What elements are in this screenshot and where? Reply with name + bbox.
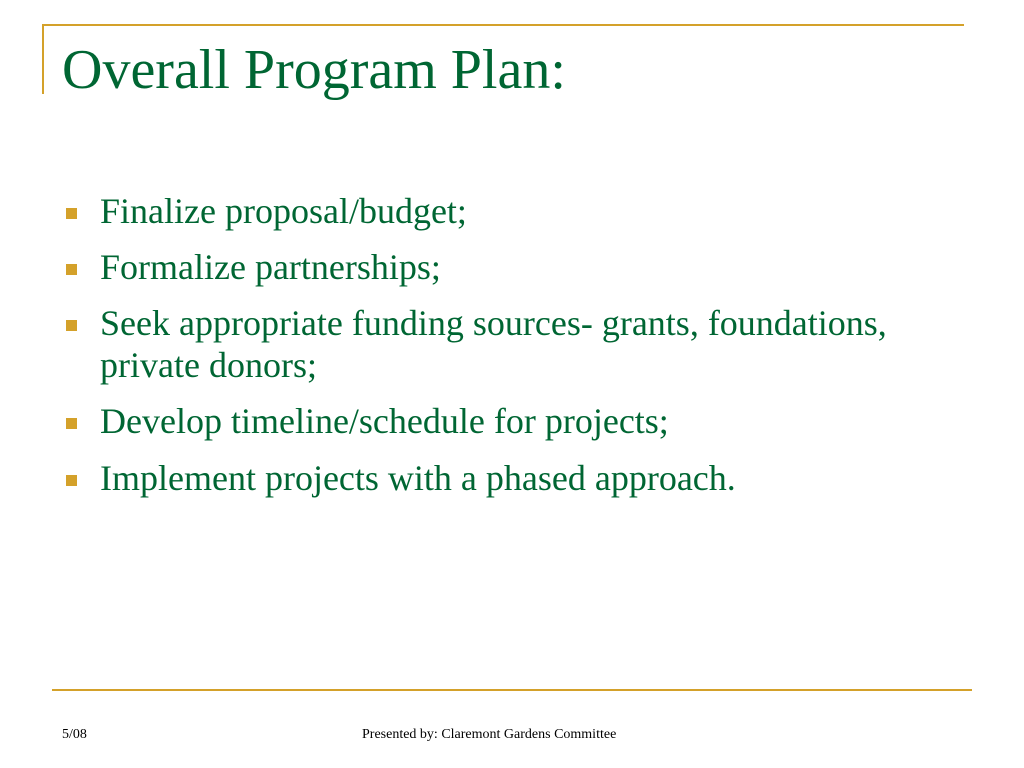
bullet-text: Formalize partnerships;	[100, 247, 441, 288]
footer-divider	[52, 689, 972, 691]
square-bullet-icon	[66, 208, 77, 219]
square-bullet-icon	[66, 264, 77, 275]
square-bullet-icon	[66, 320, 77, 331]
square-bullet-icon	[66, 475, 77, 486]
bullet-list	[64, 190, 964, 513]
bullet-item	[64, 190, 964, 232]
bullet-item	[64, 246, 964, 288]
footer-date: 5/08	[62, 727, 87, 742]
bullet-item	[64, 302, 964, 386]
bullet-text: Implement projects with a phased approach.	[100, 457, 736, 498]
slide-title: Overall Program Plan:	[62, 39, 566, 101]
bullet-item	[64, 457, 964, 499]
left-accent-line	[42, 24, 44, 94]
bullet-text: Develop timeline/schedule for projects;	[100, 401, 669, 442]
bullet-text: Seek appropriate funding sources- grants, foundations, private donors;	[100, 303, 887, 386]
square-bullet-icon	[66, 418, 77, 429]
bullet-item	[64, 400, 964, 442]
footer-presenter: Presented by: Claremont Gardens Committee	[362, 727, 617, 742]
bullet-text: Finalize proposal/budget;	[100, 191, 467, 231]
top-accent-line	[42, 24, 964, 26]
